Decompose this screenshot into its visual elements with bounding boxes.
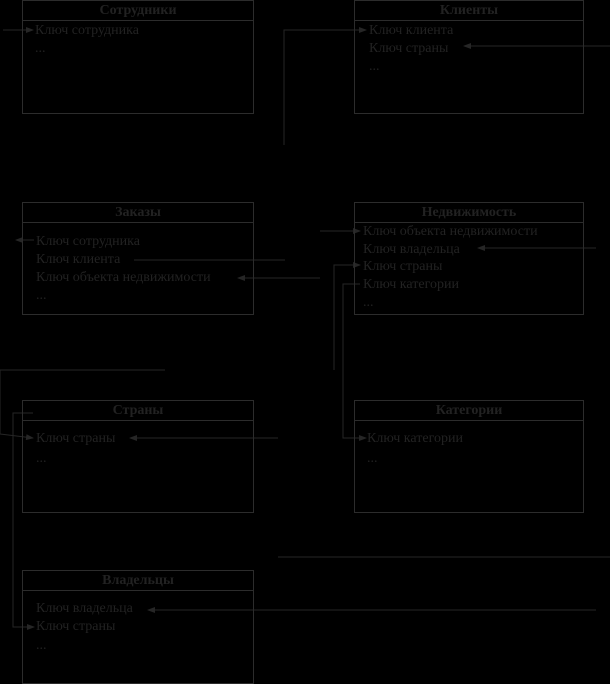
field-ellipsis: ... xyxy=(367,451,378,466)
field-country-key: Ключ страны xyxy=(36,431,116,446)
field-property-key: Ключ объекта недвижимости xyxy=(36,270,211,285)
field-ellipsis: ... xyxy=(35,41,46,56)
field-country-key: Ключ страны xyxy=(369,41,449,56)
field-category-key: Ключ категории xyxy=(363,277,459,292)
table-clients xyxy=(354,0,584,114)
field-ellipsis: ... xyxy=(36,451,47,466)
table-property-title: Недвижимость xyxy=(355,203,583,223)
field-ellipsis: ... xyxy=(36,288,47,303)
table-clients-title: Клиенты xyxy=(355,1,583,21)
field-ellipsis: ... xyxy=(369,59,380,74)
table-categories-title: Категории xyxy=(355,401,583,421)
field-client-key: Ключ клиента xyxy=(369,23,454,38)
field-employee-key: Ключ сотрудника xyxy=(35,23,139,38)
table-countries-title: Страны xyxy=(23,401,253,421)
field-ellipsis: ... xyxy=(363,295,374,310)
field-country-key: Ключ страны xyxy=(363,259,443,274)
table-orders-title: Заказы xyxy=(23,203,253,223)
field-owner-key: Ключ владельца xyxy=(363,242,460,257)
field-employee-key: Ключ сотрудника xyxy=(36,234,140,249)
field-ellipsis: ... xyxy=(36,638,47,653)
table-employees-title: Сотрудники xyxy=(23,1,253,21)
table-orders xyxy=(22,202,254,315)
field-country-key: Ключ страны xyxy=(36,619,116,634)
field-client-key: Ключ клиента xyxy=(36,252,121,267)
table-categories xyxy=(354,400,584,513)
table-employees xyxy=(22,0,254,114)
field-owner-key: Ключ владельца xyxy=(36,601,133,616)
table-owners-title: Владельцы xyxy=(23,571,253,591)
field-property-key: Ключ объекта недвижимости xyxy=(363,224,538,239)
field-category-key: Ключ категории xyxy=(367,431,463,446)
table-property xyxy=(354,202,584,315)
table-countries xyxy=(22,400,254,513)
table-owners xyxy=(22,570,254,684)
